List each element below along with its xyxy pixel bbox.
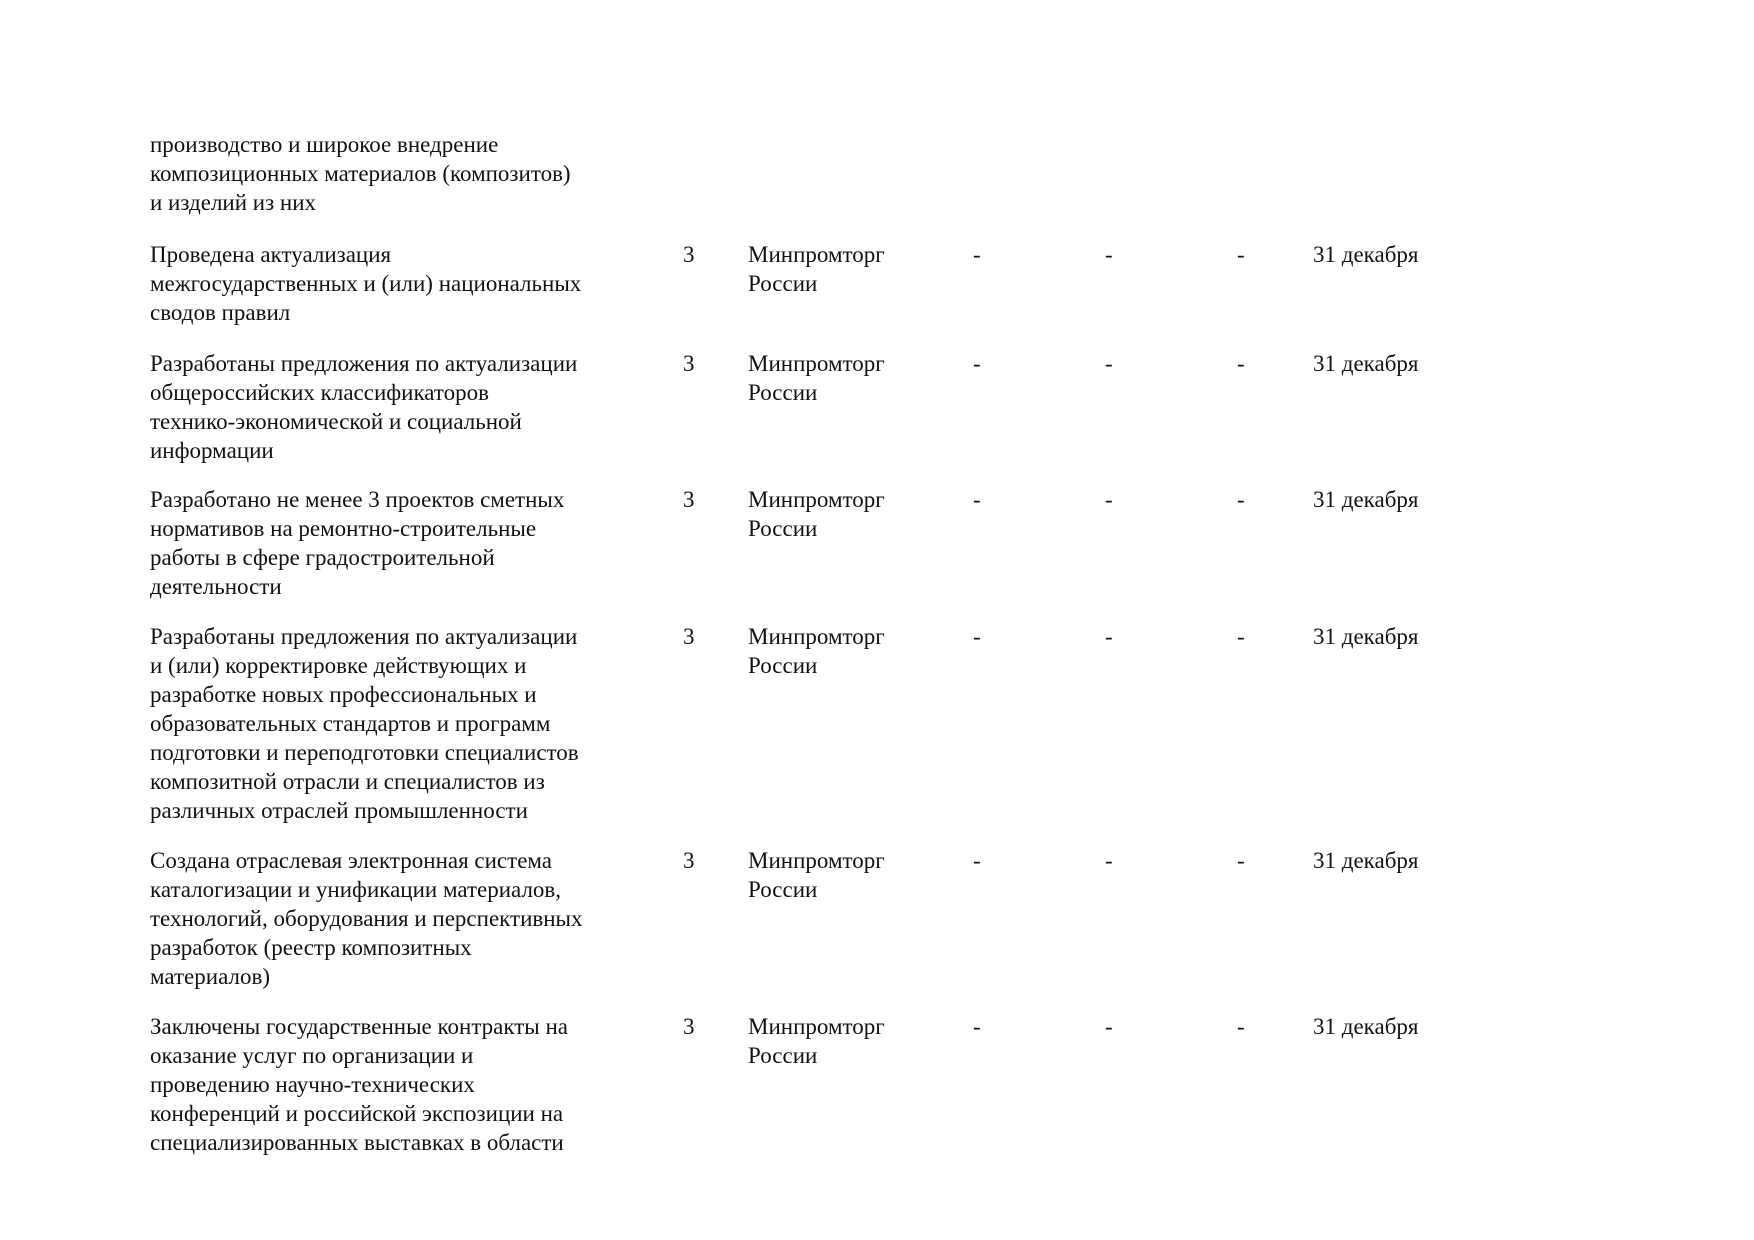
row-level: 3	[683, 848, 695, 873]
row-responsible: Минпромторг России	[748, 351, 885, 405]
row-value-2: -	[1105, 487, 1113, 512]
row-value-2: -	[1105, 624, 1113, 649]
row-responsible: Минпромторг России	[748, 624, 885, 678]
row-value-2: -	[1105, 1014, 1113, 1039]
row-value-1: -	[973, 848, 981, 873]
row-responsible: Минпромторг России	[748, 242, 885, 296]
row-description: Заключены государственные контракты на оказание услуг по организации и проведению научно-технических конференций и российской экспозиции на специализированных выставках в области	[150, 1014, 568, 1155]
row-level: 3	[683, 487, 695, 512]
row-responsible: Минпромторг России	[748, 848, 885, 902]
row-description: Разработаны предложения по актуализации и (или) корректировке действующих и разработке новых профессиональных и образовательных стандартов и программ подготовки и переподготовки специалистов композитной отрасли и специалистов из различных отраслей промышленности	[150, 624, 579, 823]
row-deadline: 31 декабря	[1313, 848, 1419, 873]
row-level: 3	[683, 242, 695, 267]
row-deadline: 31 декабря	[1313, 624, 1419, 649]
continuation-text: производство и широкое внедрение композиционных материалов (композитов) и изделий из них	[150, 132, 571, 215]
row-level: 3	[683, 1014, 695, 1039]
row-deadline: 31 декабря	[1313, 1014, 1419, 1039]
row-deadline: 31 декабря	[1313, 487, 1419, 512]
row-value-2: -	[1105, 351, 1113, 376]
row-description: Разработаны предложения по актуализации общероссийских классификаторов технико-экономической и социальной информации	[150, 351, 578, 463]
row-deadline: 31 декабря	[1313, 351, 1419, 376]
row-value-3: -	[1237, 487, 1245, 512]
row-level: 3	[683, 351, 695, 376]
row-value-1: -	[973, 1014, 981, 1039]
row-value-3: -	[1237, 1014, 1245, 1039]
row-value-1: -	[973, 242, 981, 267]
row-value-1: -	[973, 487, 981, 512]
row-deadline: 31 декабря	[1313, 242, 1419, 267]
row-value-3: -	[1237, 624, 1245, 649]
row-description: Проведена актуализация межгосударственных и (или) национальных сводов правил	[150, 242, 582, 325]
row-value-3: -	[1237, 848, 1245, 873]
row-value-3: -	[1237, 242, 1245, 267]
row-responsible: Минпромторг России	[748, 1014, 885, 1068]
row-level: 3	[683, 624, 695, 649]
row-description: Разработано не менее 3 проектов сметных нормативов на ремонтно-строительные работы в сфере градостроительной деятельности	[150, 487, 565, 599]
row-value-1: -	[973, 624, 981, 649]
row-value-2: -	[1105, 848, 1113, 873]
row-value-1: -	[973, 351, 981, 376]
row-responsible: Минпромторг России	[748, 487, 885, 541]
row-value-2: -	[1105, 242, 1113, 267]
row-value-3: -	[1237, 351, 1245, 376]
row-description: Создана отраслевая электронная система каталогизации и унификации материалов, технологий, оборудования и перспективных разработок (реестр композитных материалов)	[150, 848, 583, 989]
